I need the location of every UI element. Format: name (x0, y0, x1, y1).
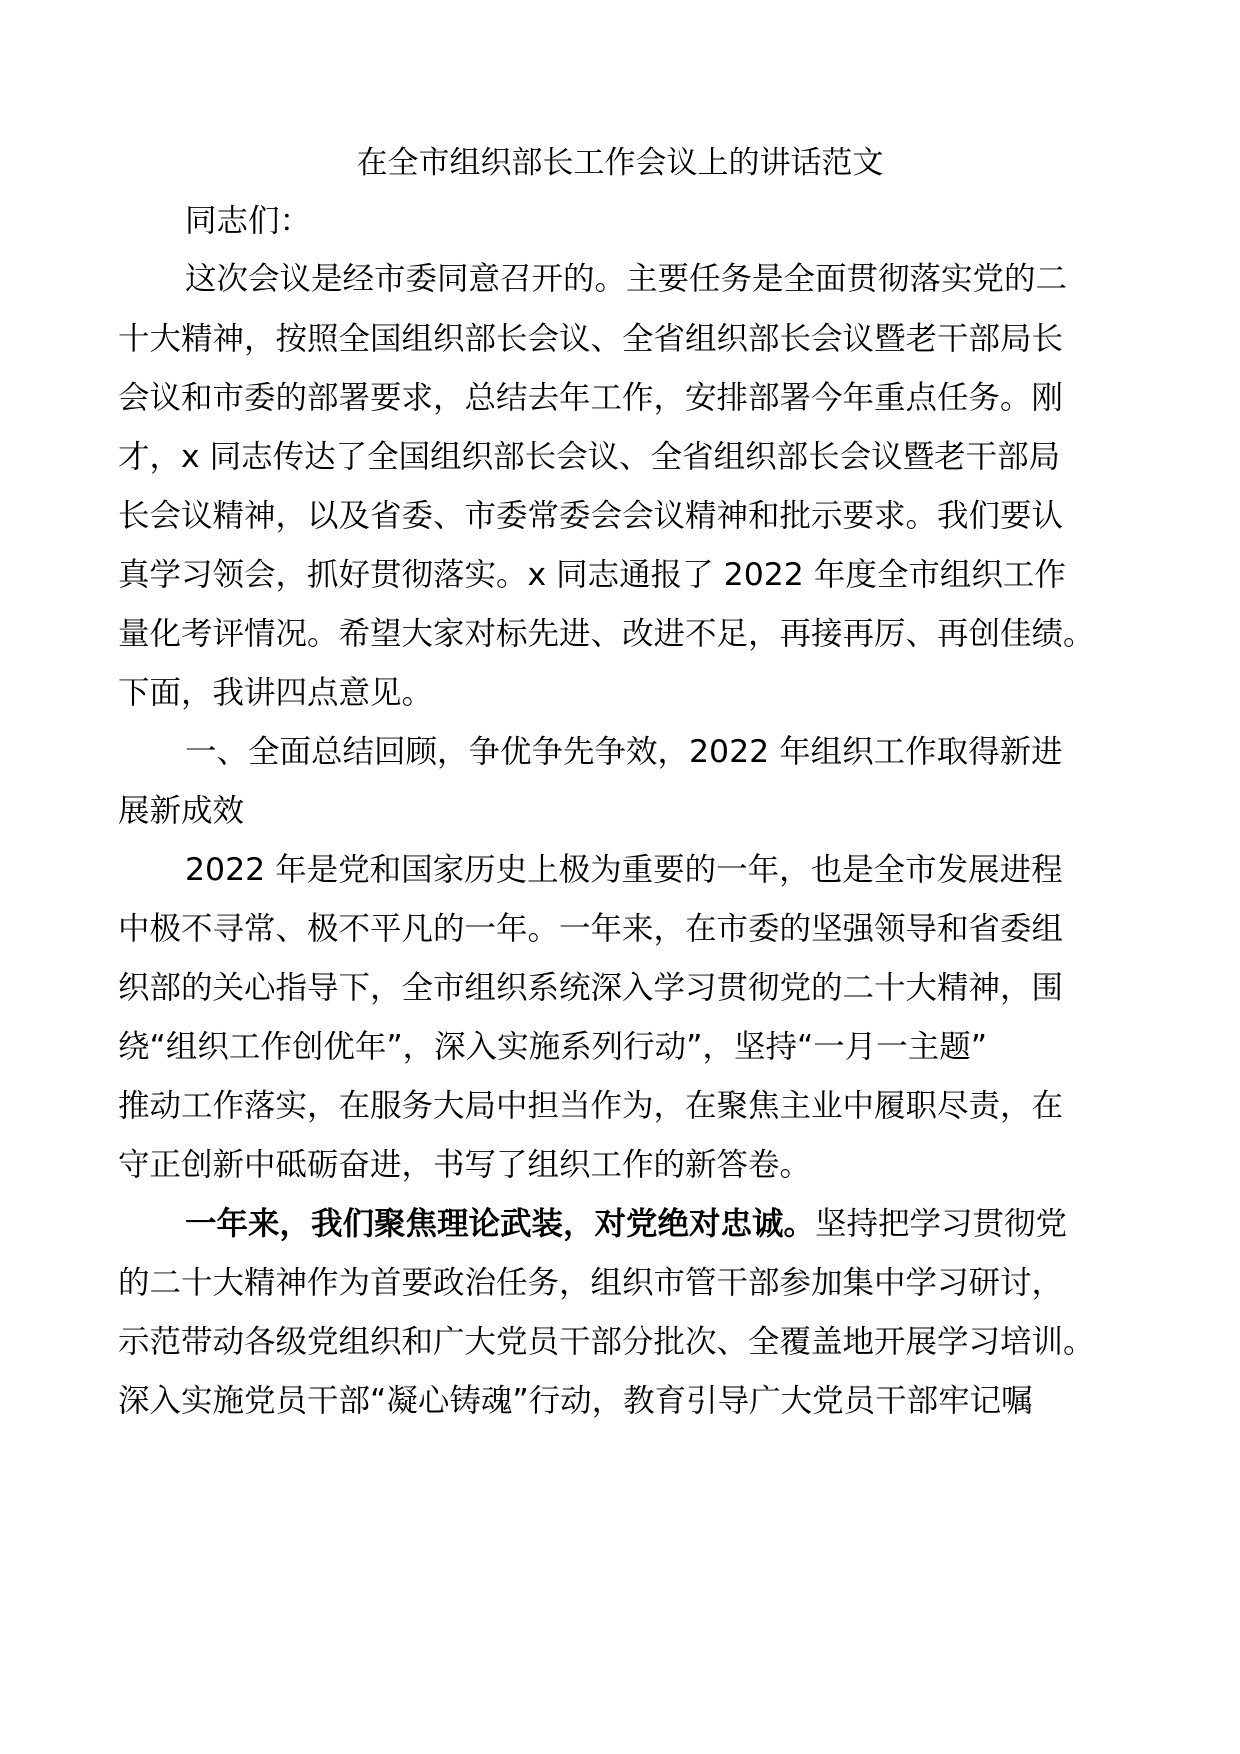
document-title: 在全市组织部长工作会议上的讲话范文 (356, 145, 884, 181)
paragraph-line: 中极不寻常、极不平凡的一年。一年来，在市委的坚强领导和省委组 (118, 911, 1064, 947)
paragraph-line: 示范带动各级党组织和广大党员干部分批次、全覆盖地开展学习培训。 (118, 1324, 1095, 1360)
paragraph-line: 才，x 同志传达了全国组织部长会议、全省组织部长会议暨老干部局 (118, 439, 1061, 475)
paragraph-line: 下面，我讲四点意见。 (118, 675, 434, 711)
bold-lead-sentence: 一年来，我们聚焦理论武装，对党绝对忠诚。 (185, 1206, 816, 1242)
salutation: 同志们： (185, 203, 312, 239)
paragraph-line: 绕“组织工作创优年”，深入实施系列行动”，坚持“一月一主题” (118, 1029, 988, 1065)
paragraph-line: 的二十大精神作为首要政治任务，组织市管干部参加集中学习研讨， (118, 1265, 1064, 1301)
paragraph-text: 坚持把学习贯彻党 (815, 1206, 1068, 1242)
paragraph-line (185, 1203, 1067, 1245)
paragraph-line: 真学习领会，抓好贯彻落实。x 同志通报了 2022 年度全市组织工作 (118, 557, 1066, 593)
paragraph-line: 深入实施党员干部“凝心铸魂”行动，教育引导广大党员干部牢记嘱 (118, 1383, 1033, 1419)
paragraph-line: 会议和市委的部署要求，总结去年工作，安排部署今年重点任务。刚 (118, 380, 1064, 416)
section-heading-line: 展新成效 (118, 793, 245, 829)
paragraph-line: 2022 年是党和国家历史上极为重要的一年，也是全市发展进程 (185, 852, 1063, 888)
section-heading-line: 一、全面总结回顾，争优争先争效，2022 年组织工作取得新进 (185, 734, 1063, 770)
paragraph-line: 守正创新中砥砺奋进，书写了组织工作的新答卷。 (118, 1147, 812, 1183)
paragraph-line: 十大精神，按照全国组织部长会议、全省组织部长会议暨老干部局长 (118, 321, 1064, 357)
paragraph-line: 长会议精神，以及省委、市委常委会会议精神和批示要求。我们要认 (118, 498, 1064, 534)
paragraph-line: 织部的关心指导下，全市组织系统深入学习贯彻党的二十大精神，围 (118, 970, 1064, 1006)
paragraph-line: 这次会议是经市委同意召开的。主要任务是全面贯彻落实党的二 (185, 261, 1068, 297)
paragraph-line: 推动工作落实，在服务大局中担当作为，在聚焦主业中履职尽责，在 (118, 1088, 1064, 1124)
paragraph-line: 量化考评情况。希望大家对标先进、改进不足，再接再厉、再创佳绩。 (118, 616, 1095, 652)
